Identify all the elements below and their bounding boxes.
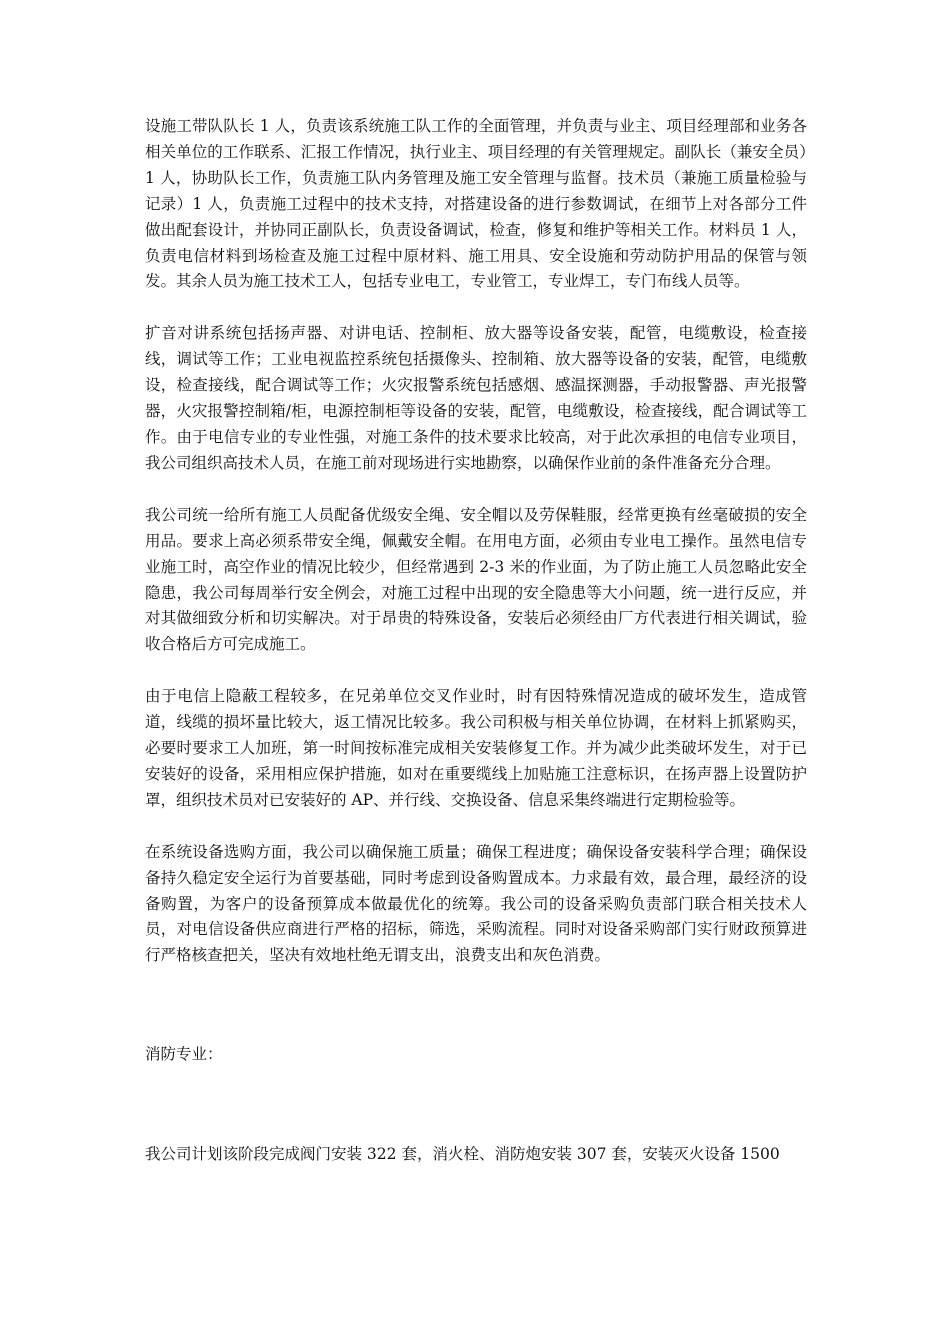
paragraph-safety-measures: 我公司统一给所有施工人员配备优级安全绳、安全帽以及劳保鞋服，经常更换有丝毫破损的安全用品。要求上高必须系带安全绳，佩戴安全帽。在用电方面，必须由专业电工操作。虽然电信专业施工时，高空作业的情况比较少，但经常遇到 2-3 米的作业面，为了防止施工人员忽略此安全隐患，我公司每周举行安全例会，对施工过程中出现的安全隐患等大小问题，统一进行反应，并对其做细致分析和切实解决。对于昂贵的特殊设备，安装后必须经由厂方代表进行相关调试，验收合格后方可完成施工。 [145,505,807,654]
paragraph-system-scope: 扩音对讲系统包括扬声器、对讲电话、控制柜、放大器等设备安装，配管，电缆敷设，检查接线，调试等工作；工业电视监控系统包括摄像头、控制箱、放大器等设备的安装，配管，电缆敷设，检查接线，配合调试等工作；火灾报警系统包括感烟、感温探测器，手动报警器、声光报警器，火灾报警控制箱/柜，电源控制柜等设备的安装，配管，电缆敷设，检查接线，配合调试等工作。由于电信专业的专业性强，对施工条件的技术要求比较高，对于此次承担的电信专业项目，我公司组织高技术人员，在施工前对现场进行实地勘察，以确保作业前的条件准备充分合理。 [145,324,807,472]
paragraph-team-staffing: 设施工带队队长 1 人，负责该系统施工队工作的全面管理，并负责与业主、项目经理部和业务各相关单位的工作联系、汇报工作情况，执行业主、项目经理的有关管理规定。副队长（兼安全员）1 人，协助队长工作，负责施工队内务管理及施工安全管理与监督。技术员（兼施工质量检验与记录）1 人，负责施工过程中的技术支持，对搭建设备的进行参数调试，在细节上对各部分工件做出配套设计，并协同正副队长，负责设备调试，检查，修复和维护等相关工作。材料员 1 人，负责电信材料到场检查及施工过程中原材料、施工用具、安全设施和劳动防护用品的保管与领发。其余人员为施工技术工人，包括专业电工，专业管工，专业焊工，专门布线人员等。 [145,117,807,291]
paragraph-fire-plan: 我公司计划该阶段完成阀门安装 322 套，消火栓、消防炮安装 307 套，安装灭火设备 1500 [145,1145,780,1164]
paragraph-procurement: 在系统设备选购方面，我公司以确保施工质量；确保工程进度；确保设备安装科学合理；确保设备持久稳定安全运行为首要基础，同时考虑到设备购置成本。力求最有效，最合理，最经济的设备购置，为客户的设备预算成本做最优化的统筹。我公司的设备采购负责部门联合相关技术人员，对电信设备供应商进行严格的招标，筛选，采购流程。同时对设备采购部门实行财政预算进行严格核查把关，坚决有效地杜绝无谓支出，浪费支出和灰色消费。 [145,842,807,965]
document-body [145,114,807,1168]
paragraph-damage-repair: 由于电信上隐蔽工程较多，在兄弟单位交叉作业时，时有因特殊情况造成的破坏发生，造成管道，线缆的损坏量比较大，返工情况比较多。我公司积极与相关单位协调，在材料上抓紧购买，必要时要求工人加班，第一时间按标准完成相关安装修复工作。并为减少此类破坏发生，对于已安装好的设备，采用相应保护措施，如对在重要缆线上加贴施工注意标识，在扬声器上设置防护罩，组织技术员对已安装好的 AP、并行线、交换设备、信息采集终端进行定期检验等。 [145,687,807,809]
section-heading-fire-protection: 消防专业： [145,1045,223,1064]
